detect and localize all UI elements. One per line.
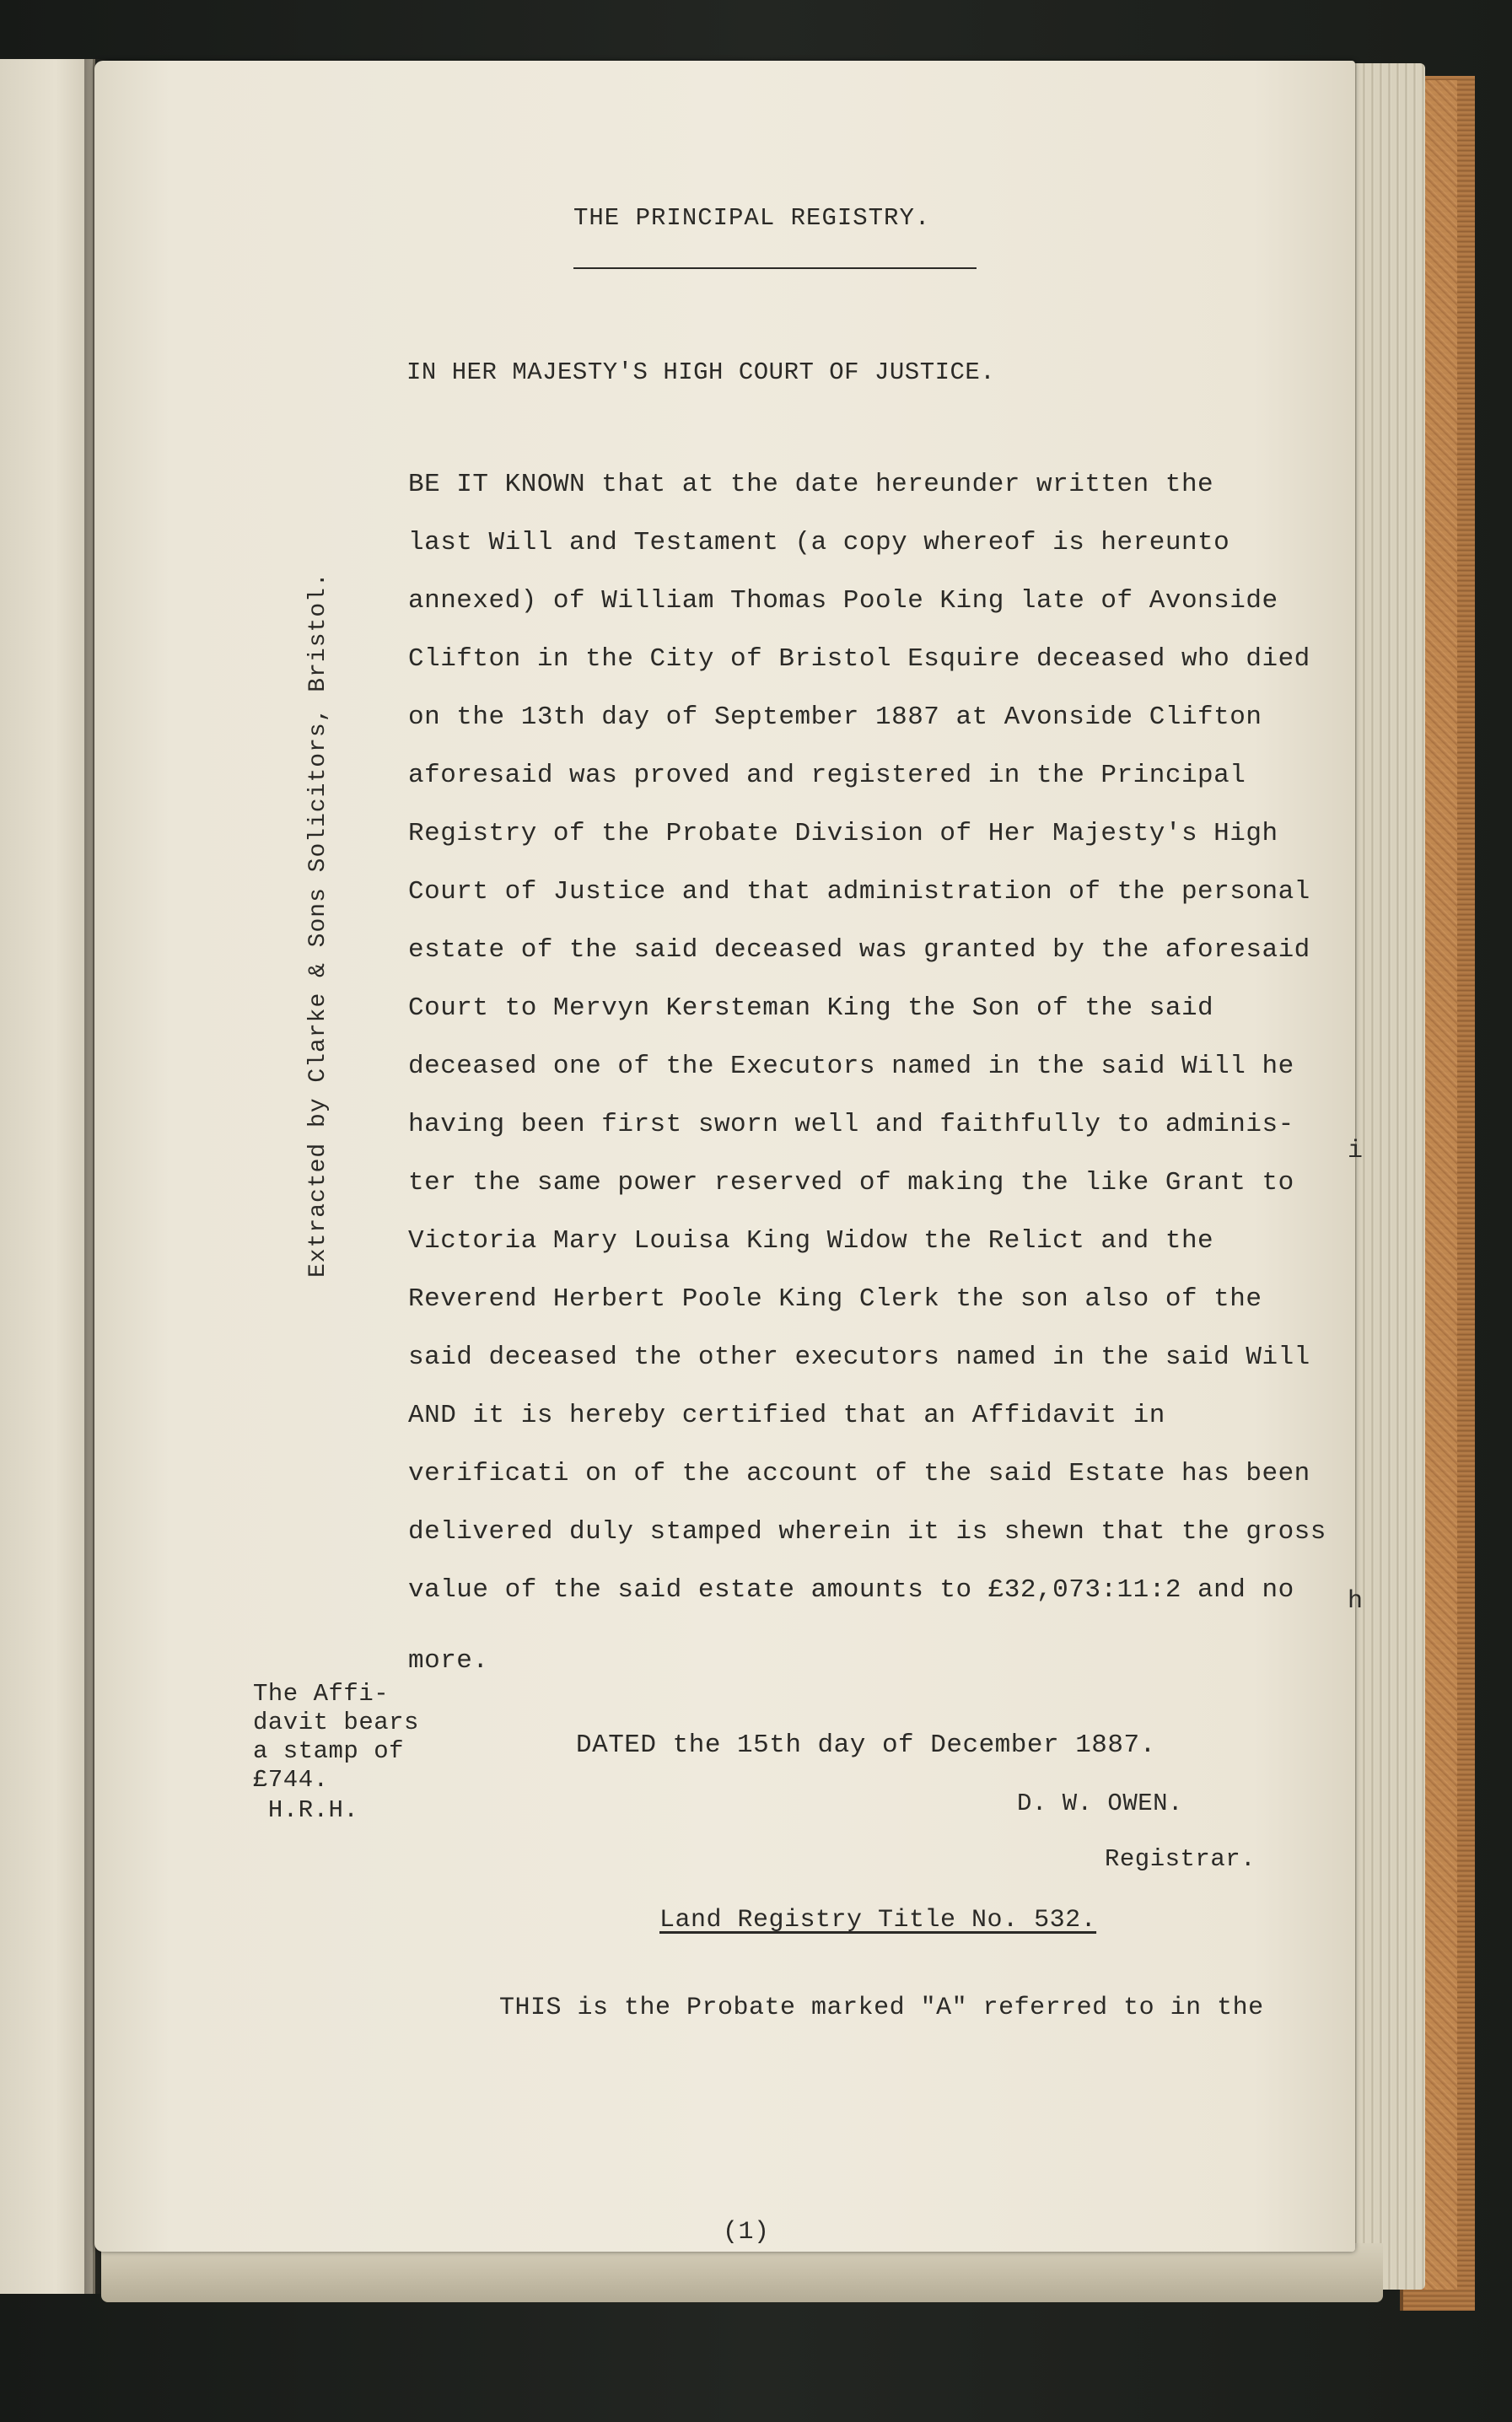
body-line: Victoria Mary Louisa King Widow the Relict and the	[408, 1226, 1214, 1256]
page-number: (1)	[723, 2218, 770, 2247]
document-heading: THE PRINCIPAL REGISTRY.	[573, 204, 931, 232]
body-line: Court of Justice and that administration of the personal	[408, 877, 1310, 907]
body-line: Court to Mervyn Kersteman King the Son of the said	[408, 993, 1214, 1023]
body-line: more.	[408, 1646, 489, 1676]
probate-reference-line: THIS is the Probate marked "A" referred to in the	[499, 1994, 1264, 2022]
affidavit-note-line: davit bears	[253, 1709, 419, 1736]
body-line: Clifton in the City of Bristol Esquire deceased who died	[408, 644, 1310, 674]
body-line: Reverend Herbert Poole King Clerk the son also of the	[408, 1284, 1262, 1314]
body-line: last Will and Testament (a copy whereof is hereunto	[408, 528, 1230, 557]
land-registry-title: Land Registry Title No. 532.	[659, 1906, 1097, 1935]
body-line: said deceased the other executors named in the said Will	[408, 1343, 1310, 1372]
body-line: annexed) of William Thomas Poole King late of Avonside	[408, 586, 1278, 616]
body-line: verificati on of the account of the said Estate has been	[408, 1459, 1310, 1488]
court-title: IN HER MAJESTY'S HIGH COURT OF JUSTICE.	[406, 358, 996, 386]
affidavit-note-line: The Affi-	[253, 1680, 390, 1708]
body-line: Registry of the Probate Division of Her Majesty's High	[408, 819, 1278, 848]
left-page-edge	[0, 59, 95, 2294]
body-line: having been first sworn well and faithfully to adminis-	[408, 1110, 1294, 1139]
heading-underline	[573, 267, 977, 269]
body-line: delivered duly stamped wherein it is shewn that the gross	[408, 1517, 1326, 1547]
body-line: value of the said estate amounts to £32,073:11:2 and no	[408, 1575, 1294, 1605]
affidavit-note-line: £744.	[253, 1766, 329, 1794]
body-line: deceased one of the Executors named in the said Will he	[408, 1052, 1294, 1081]
page-stack-bottom	[101, 2243, 1383, 2302]
body-line: ter the same power reserved of making the like Grant to	[408, 1168, 1294, 1198]
edge-character: i	[1348, 1137, 1364, 1165]
edge-character: h	[1348, 1587, 1364, 1616]
dated-line: DATED the 15th day of December 1887.	[576, 1730, 1156, 1760]
page-stack-edges	[1349, 63, 1425, 2290]
body-line: estate of the said deceased was granted by the aforesaid	[408, 935, 1310, 965]
body-line: aforesaid was proved and registered in the Principal	[408, 761, 1246, 790]
affidavit-note-line: a stamp of	[253, 1737, 405, 1765]
extracted-by-note: Extracted by Clarke & Sons Solicitors, Bristol.	[305, 572, 331, 1278]
body-line: on the 13th day of September 1887 at Avonside Clifton	[408, 702, 1262, 732]
signatory-name: D. W. OWEN.	[1017, 1790, 1183, 1817]
body-line: BE IT KNOWN that at the date hereunder written the	[408, 470, 1214, 499]
signatory-title: Registrar.	[1105, 1845, 1256, 1873]
body-line: AND it is hereby certified that an Affidavit in	[408, 1401, 1165, 1430]
affidavit-note-initials: H.R.H.	[253, 1796, 359, 1824]
